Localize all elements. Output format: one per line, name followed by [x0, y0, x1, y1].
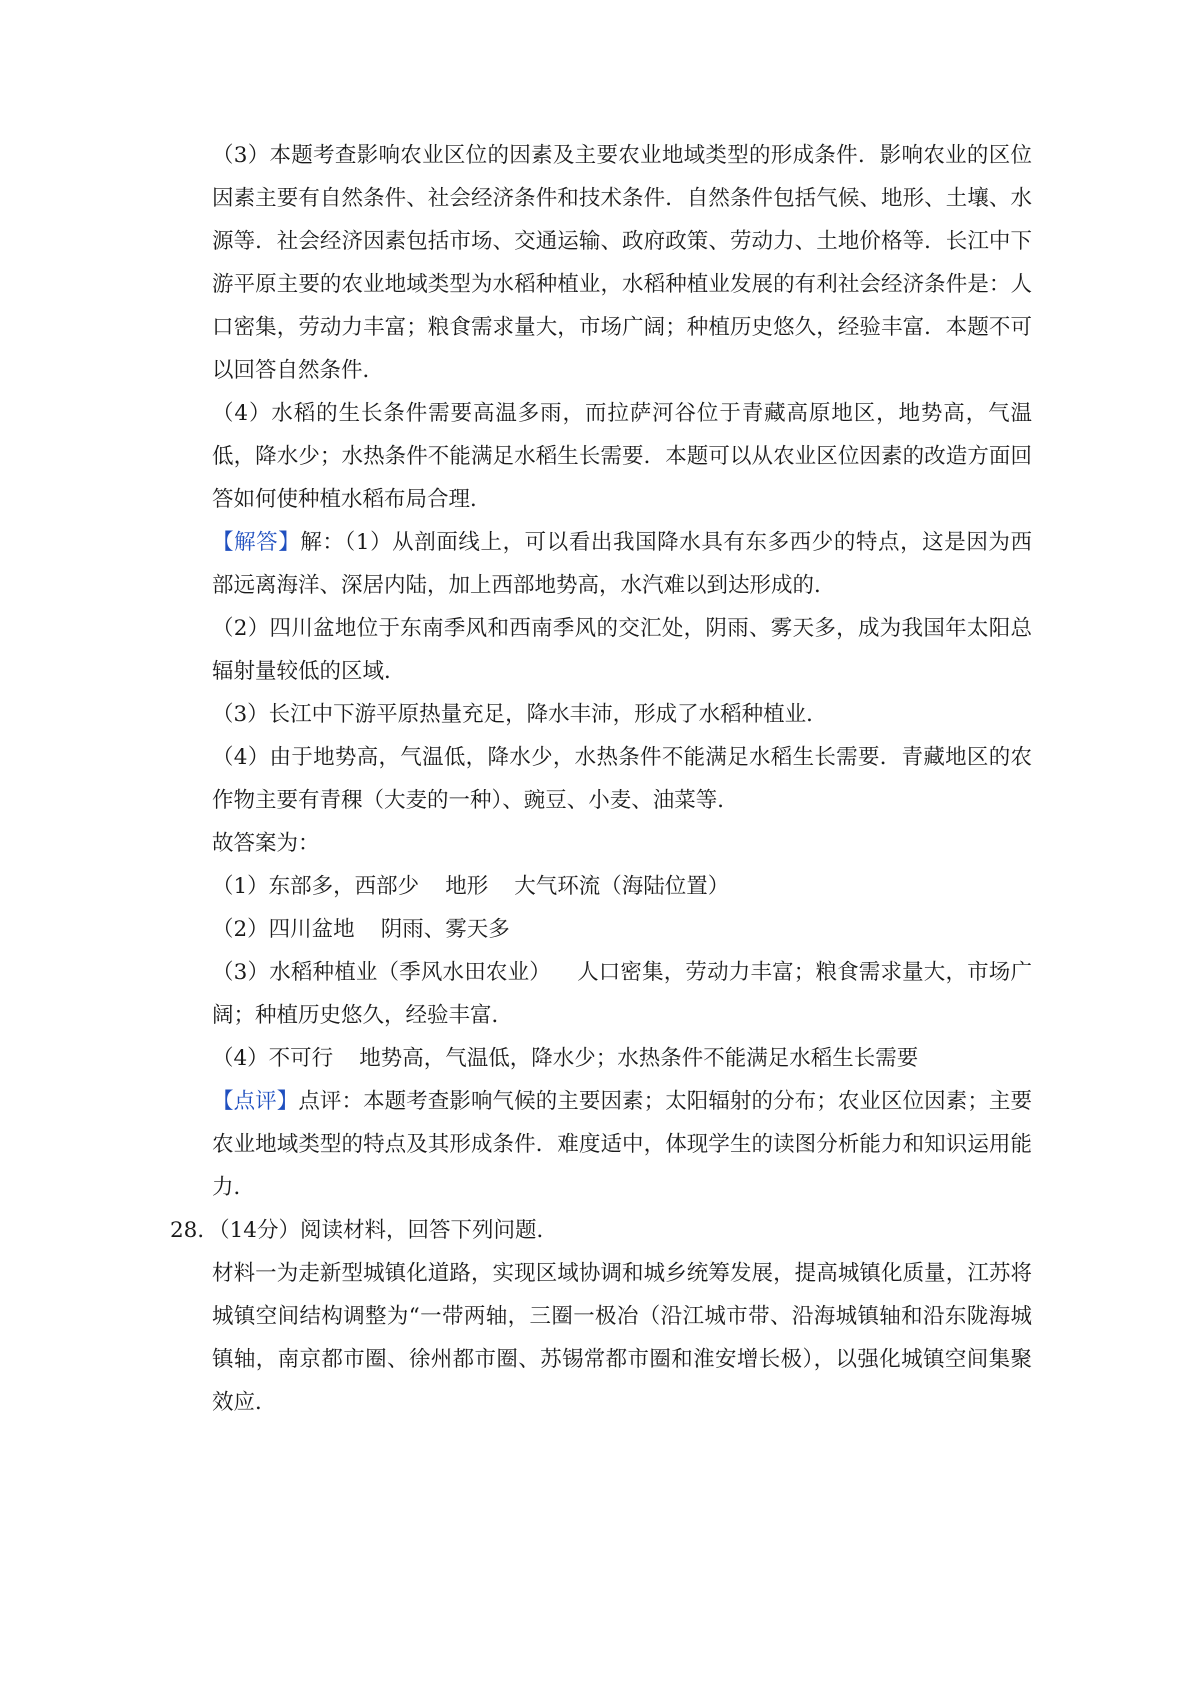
comment-line-1: [212, 1086, 1032, 1118]
answer-1: [212, 871, 1032, 903]
material-line-3: 镇轴，南京都市圈、徐州都市圈、苏锡常都市圈和淮安增长极），以强化城镇空间集聚: [212, 1347, 1032, 1372]
comment-line-3: 力．: [212, 1175, 256, 1200]
answer-4-part-2: 地势高，气温低，降水少；水热条件不能满足水稻生长需要: [359, 1046, 919, 1071]
solution-2-line-1: （2）四川盆地位于东南季风和西南季风的交汇处，阴雨、雾天多，成为我国年太阳总: [212, 616, 1032, 641]
answer-2-part-1: （2）四川盆地: [212, 917, 355, 942]
solution-text: 解：（1）从剖面线上，可以看出我国降水具有东多西少的特点，这是因为西: [300, 530, 1032, 555]
answer-2: [212, 914, 1032, 946]
solution-line-1: [212, 527, 1032, 559]
solution-4-line-1: （4）由于地势高，气温低，降水少，水热条件不能满足水稻生长需要．青藏地区的农: [212, 745, 1032, 770]
solution-2-line-2: 辐射量较低的区域．: [212, 659, 406, 684]
material-line-1: 材料一为走新型城镇化道路，实现区域协调和城乡统筹发展，提高城镇化质量，江苏将: [212, 1261, 1032, 1286]
answer-3-part-2: 人口密集，劳动力丰富；粮食需求量大，市场广: [576, 960, 1032, 985]
answer-3-line-1: [212, 957, 1032, 989]
analysis-3-line-6: 以回答自然条件．: [212, 358, 385, 383]
solution-4-line-2: 作物主要有青稞（大麦的一种）、豌豆、小麦、油菜等．: [212, 788, 739, 813]
solution-3-line: （3）长江中下游平原热量充足，降水丰沛，形成了水稻种植业．: [212, 702, 828, 727]
answer-3-part-1: （3）水稻种植业（季风水田农业）: [212, 960, 551, 985]
answer-1-part-3: 大气环流（海陆位置）: [514, 874, 730, 899]
analysis-3-line-2: 因素主要有自然条件、社会经济条件和技术条件．自然条件包括气候、地形、土壤、水: [212, 186, 1032, 211]
analysis-3-line-3: 源等．社会经济因素包括市场、交通运输、政府政策、劳动力、土地价格等．长江中下: [212, 229, 1032, 254]
material-line-2: 城镇空间结构调整为“一带两轴，三圈一极冶（沿江城市带、沿海城镇轴和沿东陇海城: [212, 1304, 1032, 1329]
solution-tag: 【解答】: [212, 530, 301, 555]
answer-intro: 故答案为：: [212, 831, 320, 856]
analysis-4-line-1: （4）水稻的生长条件需要高温多雨，而拉萨河谷位于青藏高原地区，地势高，气温: [212, 401, 1032, 426]
analysis-4-line-2: 低，降水少；水热条件不能满足水稻生长需要．本题可以从农业区位因素的改造方面回: [212, 444, 1032, 469]
material-line-4: 效应．: [212, 1390, 277, 1415]
answer-1-part-2: 地形: [445, 874, 489, 899]
answer-4: [212, 1043, 1032, 1075]
answer-3-line-2: 阔；种植历史悠久，经验丰富．: [212, 1003, 514, 1028]
analysis-3-line-1: （3）本题考查影响农业区位的因素及主要农业地域类型的形成条件．影响农业的区位: [212, 143, 1032, 168]
answer-4-part-1: （4）不可行: [212, 1046, 334, 1071]
answer-1-part-1: （1）东部多，西部少: [212, 874, 420, 899]
solution-line-2: 部远离海洋、深居内陆，加上西部地势高，水汽难以到达形成的．: [212, 573, 836, 598]
analysis-3-line-4: 游平原主要的农业地域类型为水稻种植业，水稻种植业发展的有利社会经济条件是：人: [212, 272, 1032, 297]
comment-tag: 【点评】: [212, 1089, 299, 1114]
analysis-3-line-5: 口密集，劳动力丰富；粮食需求量大，市场广阔；种植历史悠久，经验丰富．本题不可: [212, 315, 1032, 340]
comment-text: 点评：本题考查影响气候的主要因素；太阳辐射的分布；农业区位因素；主要: [298, 1089, 1032, 1114]
comment-line-2: 农业地域类型的特点及其形成条件．难度适中，体现学生的读图分析能力和知识运用能: [212, 1132, 1032, 1157]
analysis-4-line-3: 答如何使种植水稻布局合理．: [212, 487, 492, 512]
question-28-header: 28．（14分）阅读材料，回答下列问题．: [170, 1218, 558, 1243]
answer-2-part-2: 阴雨、雾天多: [380, 917, 510, 942]
